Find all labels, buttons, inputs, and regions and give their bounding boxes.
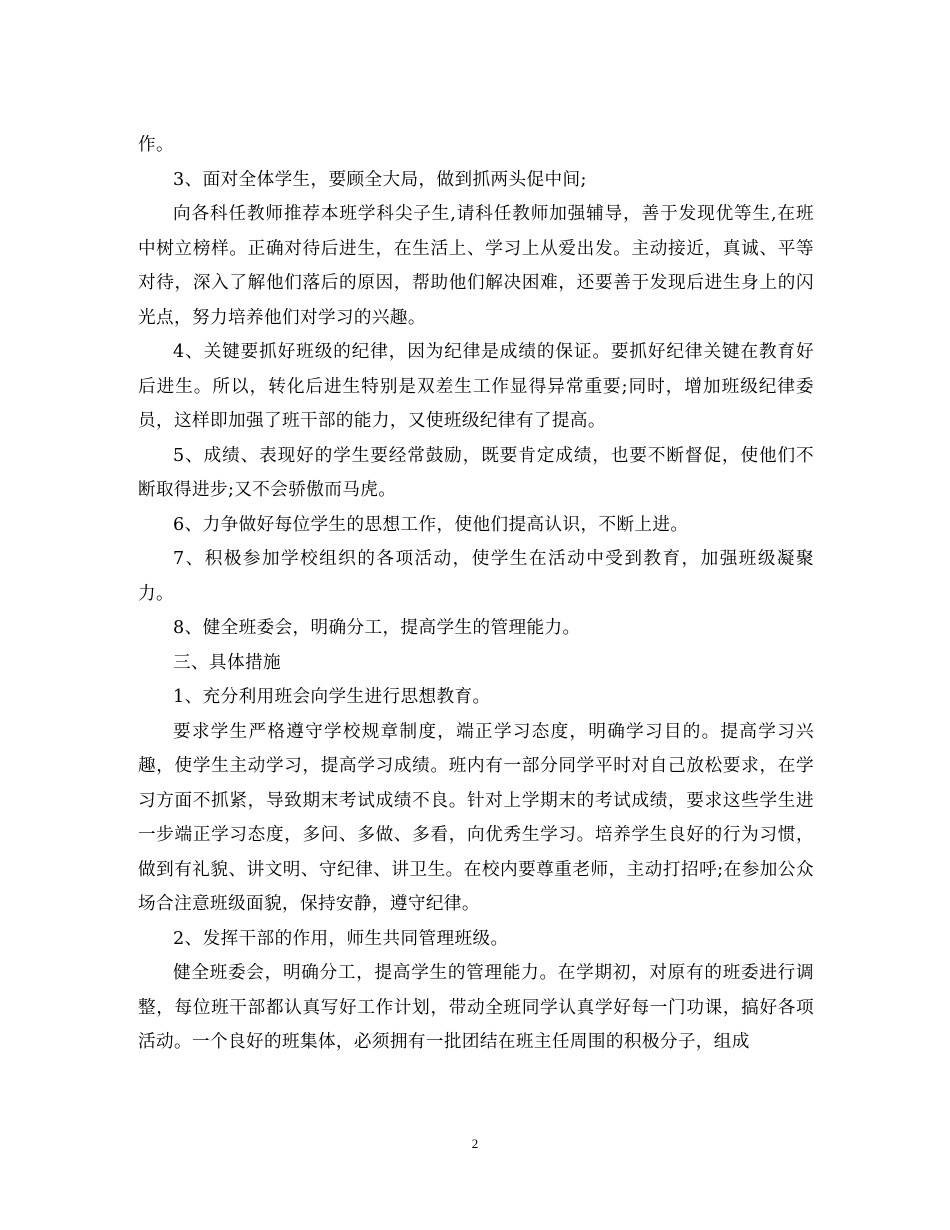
paragraph-item-3-detail: 向各科任教师推荐本班学科尖子生,请科任教师加强辅导，善于发现优等生,在班中树立榜样。正确对待后进生，在生活上、学习上从爱出发。主动接近，真诚、平等对待，深入了解他们落后的原因，帮助他们解决困难，还要善于发现后进生身上的闪光点，努力培养他们对学习的兴趣。: [138, 204, 814, 328]
paragraph-measure-1: 1、充分利用班会向学生进行思想教育。: [173, 687, 491, 707]
paragraph-item-8: 8、健全班委会，明确分工，提高学生的管理能力。: [173, 618, 581, 638]
paragraph-item-3: 3、面对全体学生，要顾全大局，做到抓两头促中间;: [173, 169, 587, 190]
page-number: 2: [471, 1136, 479, 1151]
paragraph-item-5: 5、成绩、表现好的学生要经常鼓励，既要肯定成绩，也要不断督促，使他们不断取得进步;又不会骄傲而马虎。: [138, 445, 814, 500]
paragraph-item-7: 7、积极参加学校组织的各项活动，使学生在活动中受到教育，加强班级凝聚力。: [138, 549, 814, 604]
paragraph-continuation: 作。: [138, 135, 174, 155]
paragraph-item-4: 4、关键要抓好班级的纪律，因为纪律是成绩的保证。要抓好纪律关键在教育好后进生。所以，转化后进生特别是双差生工作显得异常重要;同时，增加班级纪律委员，这样即加强了班干部的能力，又使班级纪律有了提高。: [138, 342, 814, 431]
paragraph-measure-1-detail: 要求学生严格遵守学校规章制度，端正学习态度，明确学习目的。提高学习兴趣，使学生主动学习，提高学习成绩。班内有一部分同学平时对自己放松要求，在学习方面不抓紧，导致期末考试成绩不良。针对上学期末的考试成绩，要求这些学生进一步端正学习态度，多问、多做、多看，向优秀生学习。培养学生良好的行为习惯，做到有礼貌、讲文明、守纪律、讲卫生。在校内要尊重老师，主动打招呼;在参加公众场合注意班级面貌，保持安静，遵守纪律。: [138, 721, 814, 914]
paragraph-measure-2-detail: 健全班委会，明确分工，提高学生的管理能力。在学期初，对原有的班委进行调整，每位班干部都认真写好工作计划，带动全班同学认真学好每一门功课，搞好各项活动。一个良好的班集体，必须拥有一批团结在班主任周围的积极分子，组成: [138, 963, 814, 1052]
document-body: [138, 128, 814, 1060]
section-heading-measures: 三、具体措施: [173, 652, 281, 673]
paragraph-measure-2: 2、发挥干部的作用，师生共同管理班级。: [173, 928, 509, 949]
paragraph-item-6: 6、力争做好每位学生的思想工作，使他们提高认识，不断上进。: [173, 514, 689, 535]
